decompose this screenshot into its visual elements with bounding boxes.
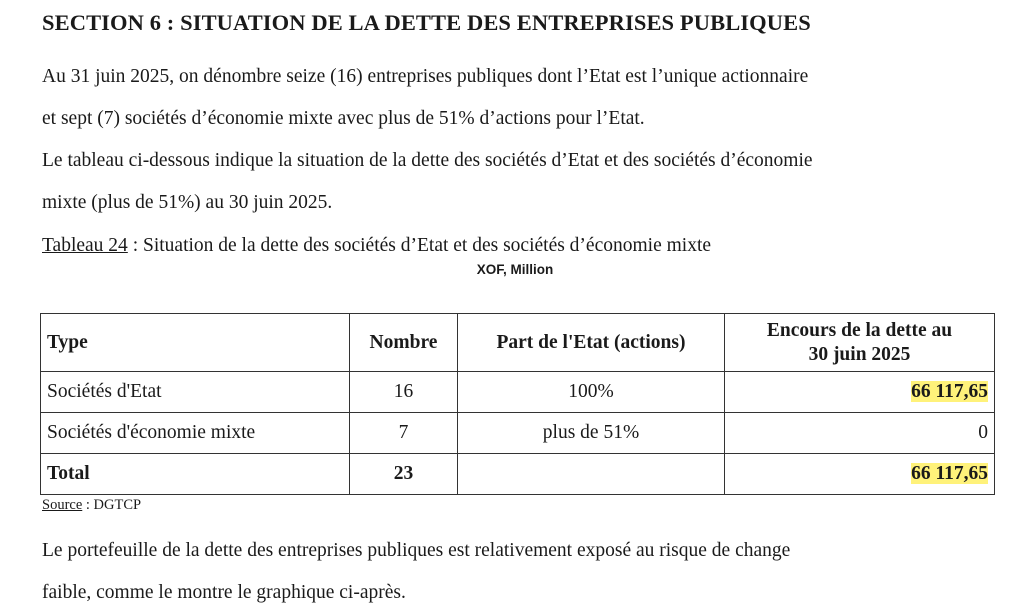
total-type: Total [41,454,350,495]
header-encours [725,314,995,372]
source-text: : DGTCP [82,497,142,513]
section-title: SECTION 6 : SITUATION DE LA DETTE DES ENTREPRISES PUBLIQUES [42,10,811,35]
total-encours [725,454,995,495]
table-caption-label: Tableau 24 [42,235,128,256]
paragraph-1-line-1: Au 31 juin 2025, on dénombre seize (16) entreprises publiques dont l’Etat est l’unique actionnaire [42,66,809,87]
header-encours-line-1: Encours de la dette au [766,319,953,341]
header-part-etat: Part de l'Etat (actions) [458,314,725,372]
total-part [458,454,725,495]
paragraph-2-line-1: Le tableau ci-dessous indique la situation de la dette des sociétés d’Etat et des sociétés d’économie [42,150,813,171]
cell-part: 100% [458,372,725,413]
total-encours-value: 66 117,65 [911,463,988,484]
table-caption-text: : Situation de la dette des sociétés d’Etat et des sociétés d’économie mixte [127,235,712,256]
source-label: Source [42,497,83,513]
table-header-row [41,314,995,372]
table-unit: XOF, Million [476,262,554,277]
cell-nombre: 16 [350,372,458,413]
header-type: Type [41,314,350,372]
header-encours-line-2: 30 juin 2025 [808,343,911,365]
table-row [41,372,995,413]
cell-type: Sociétés d'Etat [41,372,350,413]
table-total-row [41,454,995,495]
total-nombre: 23 [350,454,458,495]
paragraph-2-line-2: mixte (plus de 51%) au 30 juin 2025. [42,192,333,213]
cell-encours: 0 [725,413,995,454]
table-caption [42,235,711,257]
debt-table [40,313,995,495]
cell-type: Sociétés d'économie mixte [41,413,350,454]
header-nombre: Nombre [350,314,458,372]
paragraph-1-line-2: et sept (7) sociétés d’économie mixte avec plus de 51% d’actions pour l’Etat. [42,108,645,129]
paragraph-3-line-1: Le portefeuille de la dette des entreprises publiques est relativement exposé au risque de change [42,540,791,561]
cell-nombre: 7 [350,413,458,454]
table-source [42,497,141,514]
cell-encours-value: 66 117,65 [911,381,988,402]
cell-part: plus de 51% [458,413,725,454]
cell-encours [725,372,995,413]
table-row [41,413,995,454]
paragraph-3-line-2: faible, comme le montre le graphique ci-après. [42,582,406,603]
